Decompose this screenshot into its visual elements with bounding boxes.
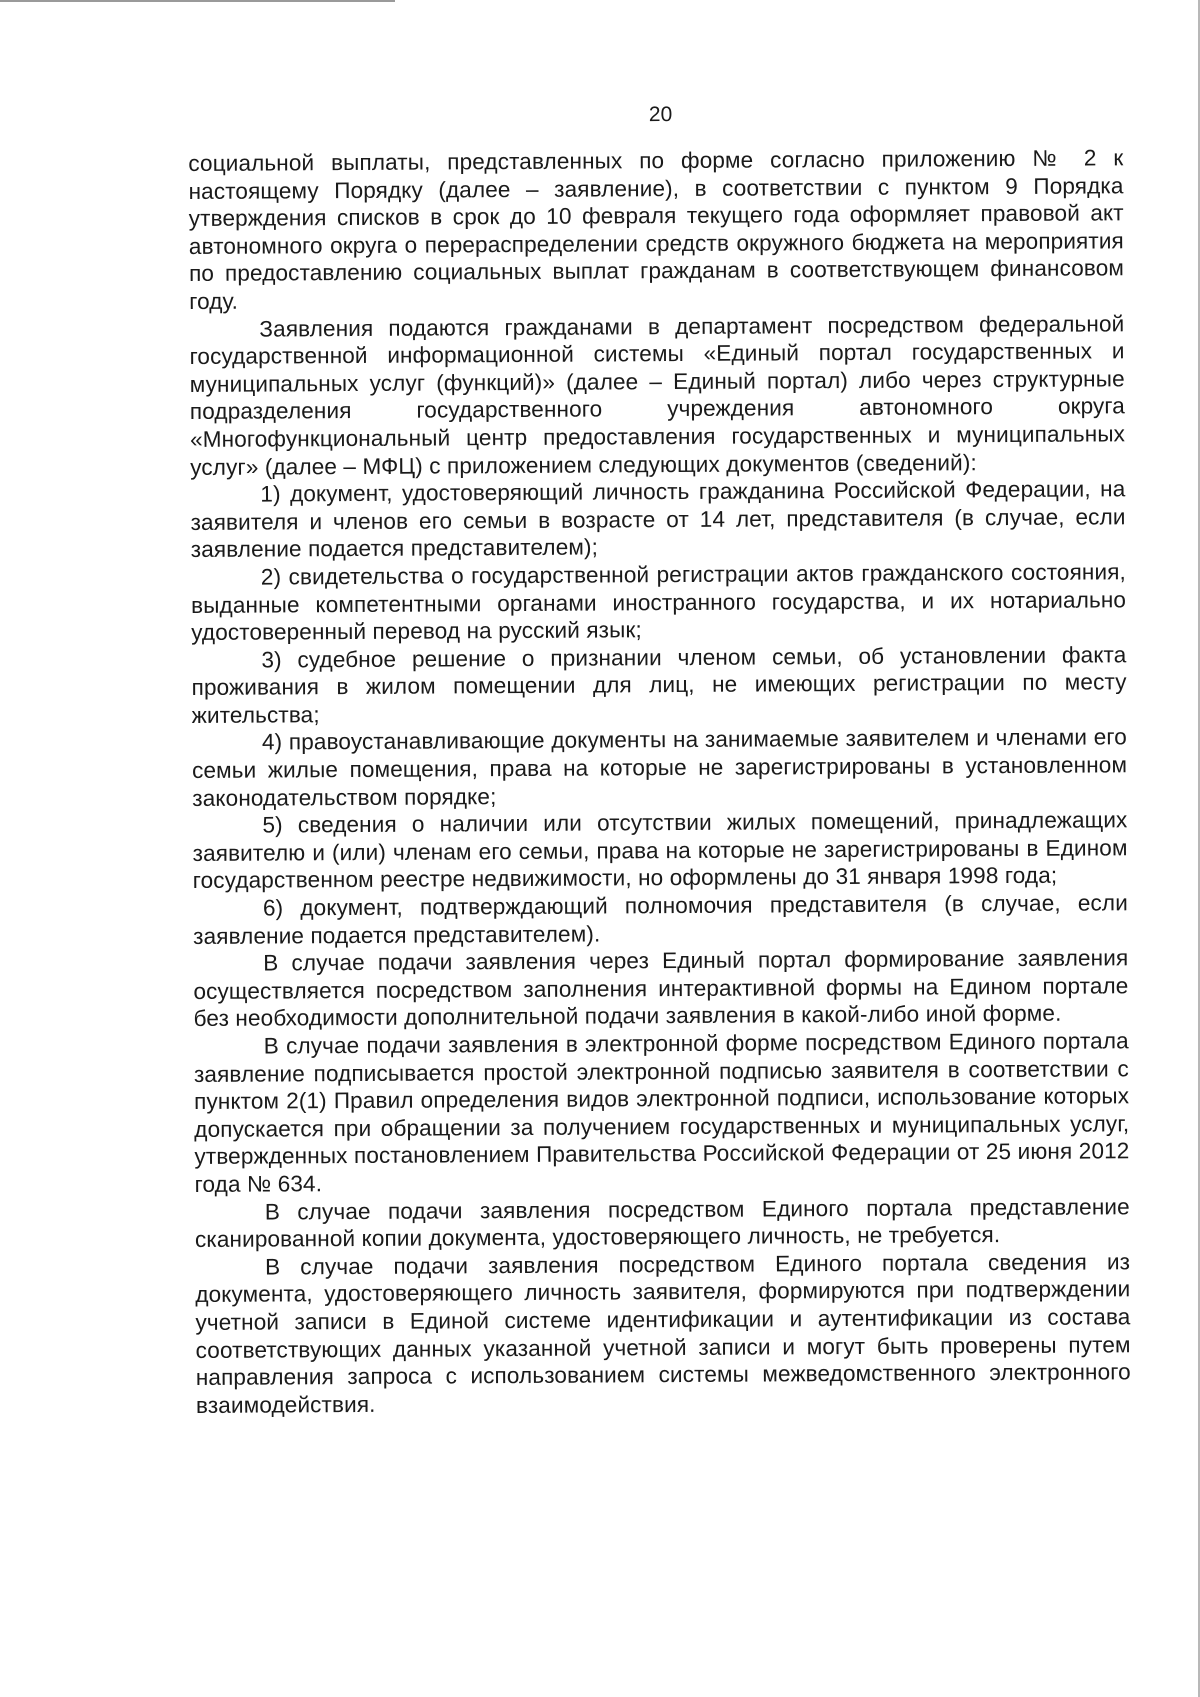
list-item-6: 6) документ, подтверждающий полномочия представителя (в случае, если заявление подается представителем). <box>193 890 1128 949</box>
page-number: 20 <box>648 103 673 127</box>
list-item-5: 5) сведения о наличии или отсутствии жилых помещений, принадлежащих заявителю и (или) членам его семьи, права на которые не зарегистрированы в Едином государственном реестре недвижимости, но оформлены до 31 января 1998 года; <box>192 807 1128 894</box>
scan-edge-top <box>0 0 395 2</box>
list-item-2: 2) свидетельства о государственной регистрации актов гражданского состояния, выданные компетентными органами иностранного государства, и их нотариально удостоверенный перевод на русский язык; <box>190 559 1127 646</box>
list-item-4: 4) правоустанавливающие документы на занимаемые заявителем и членами его семьи жилые помещения, права на которые не зарегистрированы в установленном законодательством порядке; <box>191 724 1128 811</box>
document-page <box>188 98 1131 1419</box>
paragraph-scanned-copy: В случае подачи заявления посредством Единого портала представление сканированной копии документа, удостоверяющего личность, не требуется. <box>194 1193 1130 1253</box>
paragraph-electronic-signature: В случае подачи заявления в электронной форме посредством Единого портала заявление подписывается простой электронной подписью заявителя в соответствии с пунктом 2(1) Правил определения видов электронной подписи, использование которых допускается при обращении за получением государственных и муниципальных услуг, утвержденных постановлением Правительства Российской Федерации от 25 июня 2012 года № 634. <box>193 1028 1130 1197</box>
paragraph-applications: Заявления подаются гражданами в департамент посредством федеральной государственной информационной системы «Единый портал государственных и муниципальных услуг (функций)» (далее – Единый портал) либо через структурные подразделения государственного учреждения автономного округа «Многофункциональный центр предоставления государственных и муниципальных услуг» (далее – МФЦ) с приложением следующих документов (сведений): <box>189 310 1126 480</box>
list-item-3: 3) судебное решение о признании членом семьи, об установлении факта проживания в жилом помещении для лиц, не имеющих регистрации по месту жительства; <box>191 641 1127 728</box>
paragraph-continuation: социальной выплаты, представленных по форме согласно приложению № 2 к настоящему Порядку (далее – заявление), в соответствии с пунктом 9 Порядка утверждения списков в срок до 10 февраля текущего года оформляет правовой акт автономного округа о перераспределении средств окружного бюджета на мероприятия по предоставлению социальных выплат гражданам в соответствующем финансовом году. <box>188 145 1125 314</box>
paragraph-portal-form: В случае подачи заявления через Единый портал формирование заявления осуществляется посредством заполнения интерактивной формы на Едином портале без необходимости дополнительной подачи заявления в какой-либо иной форме. <box>193 945 1129 1032</box>
list-item-1: 1) документ, удостоверяющий личность гражданина Российской Федерации, на заявителя и членов его семьи в возрасте от 14 лет, представителя (в случае, если заявление подается представителем); <box>190 476 1126 563</box>
paragraph-identity-verification: В случае подачи заявления посредством Единого портала сведения из документа, удостоверяющего личность заявителя, формируются при подтверждении учетной записи в Единой системе идентификации и аутентификации из состава соответствующих данных указанной учетной записи и могут быть проверены путем направления запроса с использованием системы межведомственного электронного взаимодействия. <box>195 1249 1131 1418</box>
